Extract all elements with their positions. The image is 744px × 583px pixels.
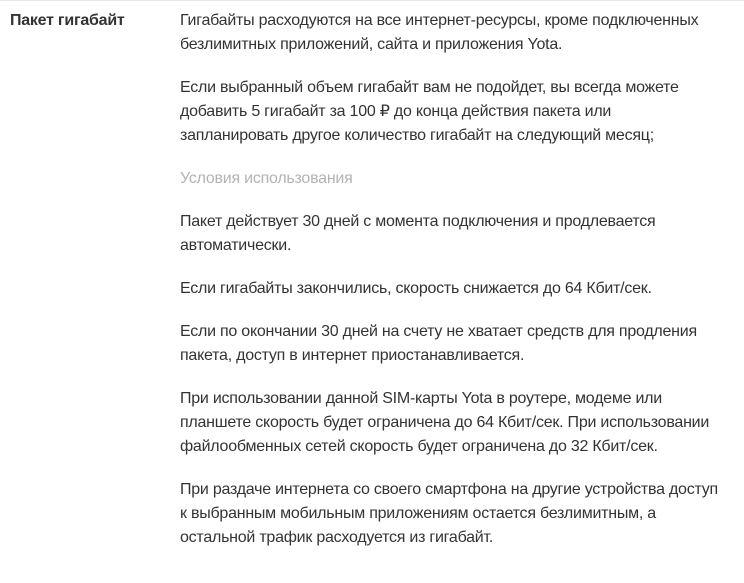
paragraph-speed-reduction: Если гигабайты закончились, скорость снижается до 64 Кбит/сек. bbox=[180, 280, 652, 297]
paragraph-add-gigabytes: Если выбранный объем гигабайт вам не подойдет, вы всегда можете добавить 5 гигабайт за 100 ₽ до конца действия пакета или запланировать другое количество гигабайт на следующий месяц; bbox=[180, 79, 679, 144]
section-label-column bbox=[0, 9, 180, 569]
paragraph-package-duration: Пакет действует 30 дней с момента подключения и продлевается автоматически. bbox=[180, 213, 656, 254]
paragraph-tethering: При раздаче интернета со своего смартфона на другие устройства доступ к выбранным мобильным приложениям остается безлимитным, а остальной трафик расходуется из гигабайт. bbox=[180, 481, 718, 546]
paragraph-gigabytes-usage: Гигабайты расходуются на все интернет-ресурсы, кроме подключенных безлимитных приложений, сайта и приложения Yota. bbox=[180, 12, 699, 53]
section-content-column bbox=[180, 9, 720, 569]
paragraph-sim-in-router: При использовании данной SIM-карты Yota в роутере, модеме или планшете скорость будет ограничена до 64 Кбит/сек. При использовании файлообменных сетей скорость будет ограничена до 32 Кбит/сек. bbox=[180, 390, 710, 455]
paragraph-insufficient-funds: Если по окончании 30 дней на счету не хватает средств для продления пакета, доступ в интернет приостанавливается. bbox=[180, 323, 697, 364]
section-title: Пакет гигабайт bbox=[10, 12, 125, 29]
subheading-terms-of-use: Условия использования bbox=[180, 170, 353, 187]
